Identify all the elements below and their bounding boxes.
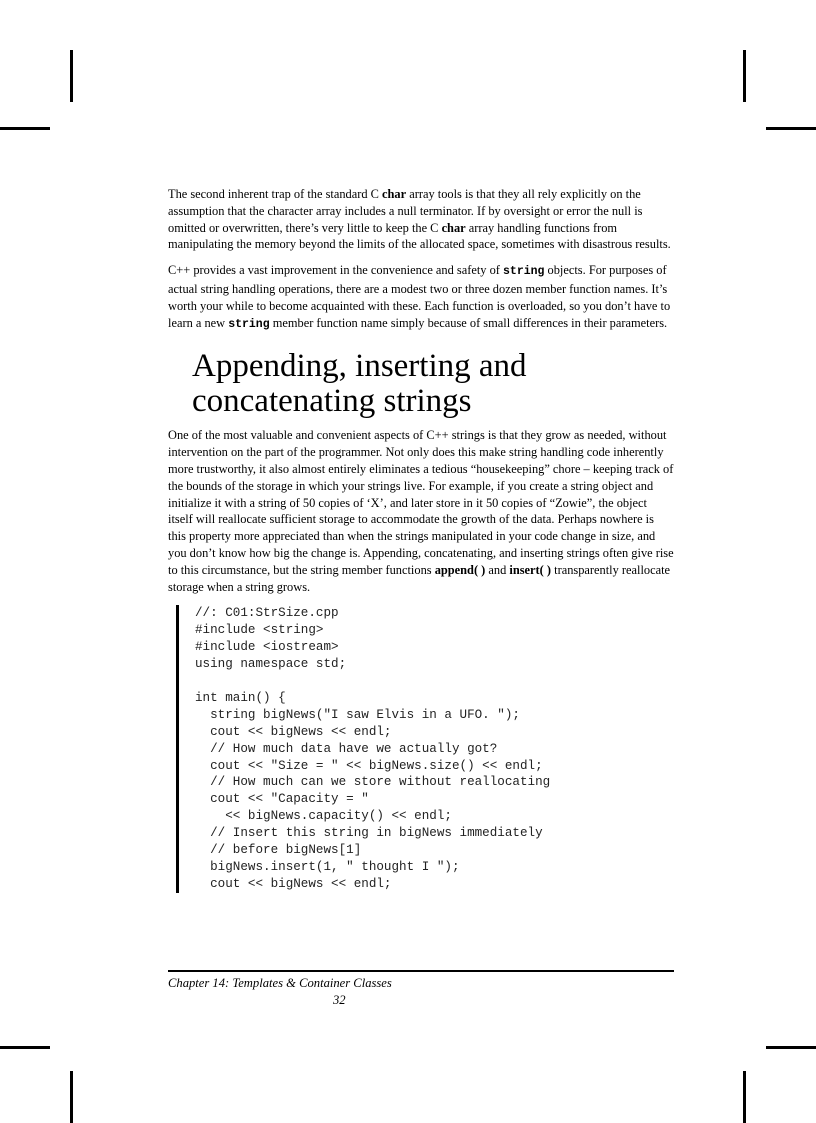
text-run: One of the most valuable and convenient aspects of C++ strings is that they grow as needed, without intervention on the part of the programmer. Not only does this make string handling code inherently more trustworthy, it also almost entirely eliminates a tedious “housekeeping” chore – keeping track of the bounds of the storage in which your strings live. For example, if you create a string object and initialize it with a string of 50 copies of ‘X’, and later store in it 50 copies of “Zowie”, the object itself will reallocate sufficient storage to accommodate the growth of the data. Perhaps nowhere is this property more appreciated than when the strings manipulated in your code change in size, and you don’t know how big the change is. Appending, concatenating, and inserting strings often give rise to this circumstance, but the string member functions <box>168 428 674 577</box>
text-run: transparently reallocate storage when a string grows. <box>168 562 671 594</box>
code-line: bigNews.insert(1, " thought I "); <box>195 859 460 874</box>
footer-chapter-title: Chapter 14: Templates & Container Classes <box>168 976 392 990</box>
section-heading: Appending, inserting and concatenating strings <box>192 348 527 420</box>
footer-divider <box>168 970 674 972</box>
code-line: // How much data have we actually got? <box>195 741 498 756</box>
code-line: cout << bigNews << endl; <box>195 724 392 739</box>
crop-mark-top-right-vertical <box>743 50 746 102</box>
text-run: The second inherent trap of the standard C <box>168 187 383 201</box>
code-listing <box>176 605 674 892</box>
code-keyword-char: char <box>382 187 407 201</box>
code-function-append: append( ) <box>434 562 486 577</box>
crop-mark-bottom-left-vertical <box>70 1071 73 1123</box>
code-line: // How much can we store without reallocating <box>195 775 551 790</box>
code-keyword-string: string <box>503 265 545 279</box>
text-run: objects. For purposes of actual string handling operations, there are a modest two or three dozen member function names. It’s worth your while to become acquainted with these. Each function is overloaded, so you don’t have to learn a new <box>168 263 671 330</box>
code-line: #include <string> <box>195 623 324 638</box>
code-line: cout << "Size = " << bigNews.size() << endl; <box>195 758 543 773</box>
code-line: cout << bigNews << endl; <box>195 876 392 891</box>
code-line: //: C01:StrSize.cpp <box>195 606 339 621</box>
page-content <box>168 186 674 893</box>
crop-mark-bottom-right-vertical <box>743 1071 746 1123</box>
crop-mark-bottom-left-horizontal <box>0 1046 50 1049</box>
text-run: and <box>485 562 510 577</box>
paragraph-char-array-trap <box>168 186 674 253</box>
code-function-insert: insert( ) <box>509 562 552 577</box>
code-line: cout << "Capacity = " <box>195 792 369 807</box>
text-run: member function name simply because of small differences in their parameters. <box>269 315 668 330</box>
code-line: #include <iostream> <box>195 640 339 655</box>
code-line: using namespace std; <box>195 657 347 672</box>
code-line: // Insert this string in bigNews immediately <box>195 826 543 841</box>
crop-mark-top-left-horizontal <box>0 127 50 130</box>
crop-mark-top-left-vertical <box>70 50 73 102</box>
code-keyword-string: string <box>228 317 270 331</box>
text-run: array tools is that they all rely explicitly on the assumption that the character array includes a null terminator. If by oversight or error the null is omitted or overwritten, there’s very little to keep the C <box>168 187 643 235</box>
code-line: // before bigNews[1] <box>195 843 362 858</box>
crop-mark-top-right-horizontal <box>766 127 816 130</box>
code-line: int main() { <box>195 690 286 705</box>
paragraph-string-improvement <box>168 262 674 333</box>
code-line: << bigNews.capacity() << endl; <box>195 809 452 824</box>
code-keyword-char: char <box>441 220 466 235</box>
footer-page-number: 32 <box>333 993 346 1007</box>
code-line-blank <box>195 673 674 690</box>
text-run: C++ provides a vast improvement in the convenience and safety of <box>168 263 504 278</box>
crop-mark-bottom-right-horizontal <box>766 1046 816 1049</box>
paragraph-strings-grow <box>168 427 674 595</box>
text-run: array handling functions from manipulating the memory beyond the limits of the allocated space, sometimes with disastrous results. <box>168 220 671 252</box>
code-line: string bigNews("I saw Elvis in a UFO. "); <box>195 707 520 722</box>
